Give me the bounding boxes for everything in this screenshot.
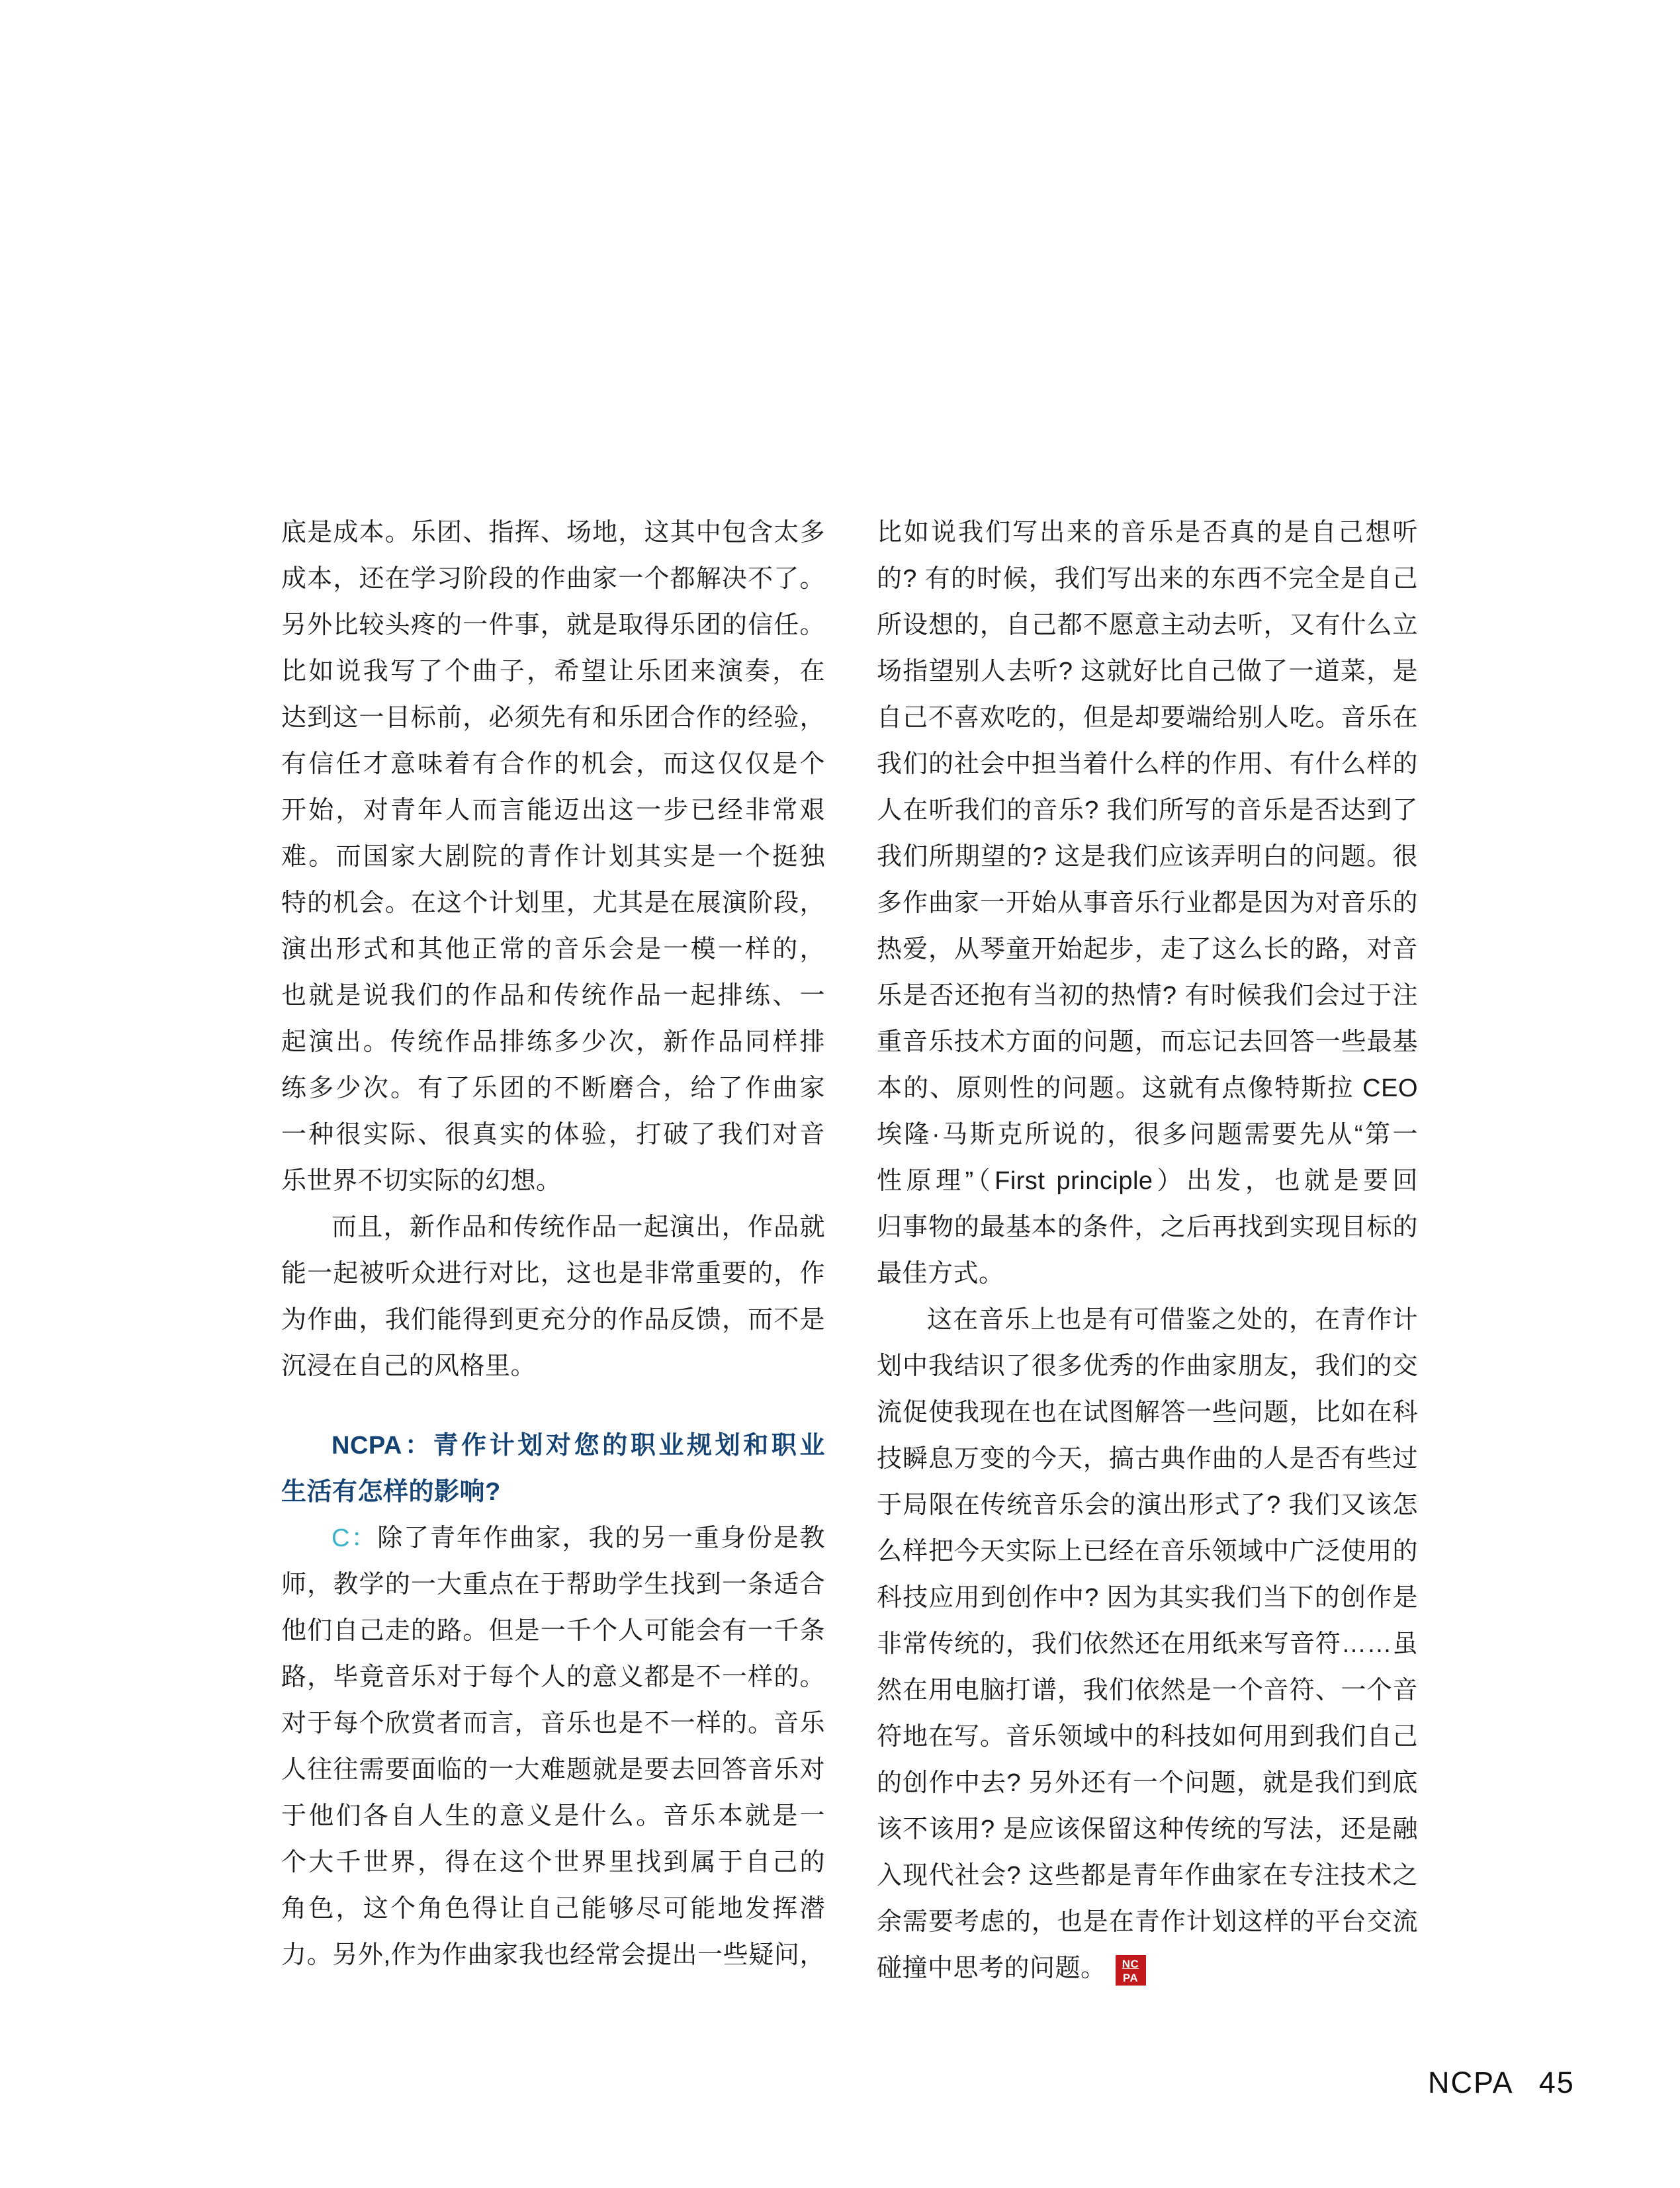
text-line: 达到这一目标前，必须先有和乐团合作的经验， <box>281 704 825 732</box>
text-line: 入现代社会? 这些都是青年作曲家在专注技术之 <box>877 1862 1418 1890</box>
question-heading-line: NCPA：青作计划对您的职业规划和职业 <box>332 1432 825 1460</box>
text-line: 为作曲，我们能得到更充分的作品反馈，而不是 <box>281 1306 825 1334</box>
text-line: 对于每个欣赏者而言，音乐也是不一样的。音乐 <box>281 1710 825 1737</box>
ncpa-end-mark-logo: $\frac{NC}{PA}$ <box>1116 1955 1146 1986</box>
text-line: 多作曲家一开始从事音乐行业都是因为对音乐的 <box>877 889 1418 917</box>
text-line: 比如说我写了个曲子，希望让乐团来演奏，在 <box>281 658 825 685</box>
text-line: C：除了青年作曲家，我的另一重身份是教 <box>332 1524 825 1552</box>
text-line: 然在用电脑打谱，我们依然是一个音符、一个音 <box>877 1677 1418 1704</box>
paragraph <box>877 1297 1418 1991</box>
footer-brand: NCPA <box>1428 2066 1514 2099</box>
text-line: 也就是说我们的作品和传统作品一起排练、一 <box>281 982 825 1010</box>
text-line: 本的、原则性的问题。这就有点像特斯拉 CEO <box>877 1074 1418 1102</box>
text-line: 角色，这个角色得让自己能够尽可能地发挥潜 <box>281 1895 825 1923</box>
text-line: 有信任才意味着有合作的机会，而这仅仅是个 <box>281 750 825 778</box>
text-line: 而且，新作品和传统作品一起演出，作品就 <box>332 1213 825 1241</box>
text-line: 练多少次。有了乐团的不断磨合，给了作曲家 <box>281 1074 825 1102</box>
left-column <box>281 509 825 1978</box>
text-line: 沉浸在自己的风格里。 <box>281 1352 537 1380</box>
text-line: 开始，对青年人而言能迈出这一步已经非常艰 <box>281 797 825 824</box>
text-line: 技瞬息万变的今天，搞古典作曲的人是否有些过 <box>877 1445 1418 1473</box>
text-line: 自己不喜欢吃的，但是却要端给别人吃。音乐在 <box>877 704 1418 732</box>
paragraph <box>281 509 825 1204</box>
text-line: 符地在写。音乐领域中的科技如何用到我们自己 <box>877 1723 1418 1751</box>
paragraph <box>281 1204 825 1389</box>
question-heading <box>281 1422 825 1515</box>
text-line: 于局限在传统音乐会的演出形式了? 我们又该怎 <box>877 1491 1418 1519</box>
text-line: 埃隆·马斯克所说的，很多问题需要先从“第一 <box>877 1121 1418 1149</box>
text-line: 他们自己走的路。但是一千个人可能会有一千条 <box>281 1617 825 1645</box>
text-line: 场指望别人去听? 这就好比自己做了一道菜，是 <box>877 658 1418 685</box>
text-line: 的? 有的时候，我们写出来的东西不完全是自己 <box>877 565 1418 593</box>
text-line: 路，毕竟音乐对于每个人的意义都是不一样的。 <box>281 1663 825 1691</box>
text-line: 归事物的最基本的条件，之后再找到实现目标的 <box>877 1213 1418 1241</box>
page-footer <box>1428 2066 1575 2100</box>
text-line: 另外比较头疼的一件事，就是取得乐团的信任。 <box>281 611 825 639</box>
text-line: 比如说我们写出来的音乐是否真的是自己想听 <box>877 519 1418 547</box>
text-line: 人在听我们的音乐? 我们所写的音乐是否达到了 <box>877 797 1418 824</box>
text-line: 起演出。传统作品排练多少次，新作品同样排 <box>281 1028 825 1056</box>
paragraph <box>877 509 1418 1297</box>
text-line: 这在音乐上也是有可借鉴之处的，在青作计 <box>927 1306 1418 1334</box>
text-line: 科技应用到创作中? 因为其实我们当下的创作是 <box>877 1584 1418 1612</box>
text-line: 成本，还在学习阶段的作曲家一个都解决不了。 <box>281 565 825 593</box>
text-line: 所设想的，自己都不愿意主动去听，又有什么立 <box>877 611 1418 639</box>
text-line: 我们所期望的? 这是我们应该弄明白的问题。很 <box>877 843 1418 871</box>
text-line: 我们的社会中担当着什么样的作用、有什么样的 <box>877 750 1418 778</box>
text-line: 乐世界不切实际的幻想。 <box>281 1167 562 1195</box>
text-line: 非常传统的，我们依然还在用纸来写音符……虽 <box>877 1630 1418 1658</box>
text-line: 难。而国家大剧院的青作计划其实是一个挺独 <box>281 843 825 871</box>
text-line: 底是成本。乐团、指挥、场地，这其中包含太多 <box>281 519 825 547</box>
text-line: 于他们各自人生的意义是什么。音乐本就是一 <box>281 1802 825 1830</box>
text-line: 热爱，从琴童开始起步，走了这么长的路，对音 <box>877 936 1418 963</box>
speaker-label: C： <box>332 1524 378 1552</box>
text-line: 力。另外,作为作曲家我也经常会提出一些疑问， <box>281 1941 825 1969</box>
text-line: 性原理”（First principle）出发，也就是要回 <box>877 1167 1418 1195</box>
text-line: 么样把今天实际上已经在音乐领域中广泛使用的 <box>877 1538 1418 1565</box>
text-line: 的创作中去? 另外还有一个问题，就是我们到底 <box>877 1769 1418 1797</box>
text-line: 最佳方式。 <box>877 1260 1004 1288</box>
question-heading-line: 生活有怎样的影响? <box>281 1478 501 1506</box>
text-line: 特的机会。在这个计划里，尤其是在展演阶段， <box>281 889 825 917</box>
text-line: 流促使我现在也在试图解答一些问题，比如在科 <box>877 1399 1418 1426</box>
text-line: 碰撞中思考的问题。 $\frac{NC}{PA}$ <box>877 1945 1418 1991</box>
text-line: 人往往需要面临的一大难题就是要去回答音乐对 <box>281 1756 825 1784</box>
text-line: 余需要考虑的，也是在青作计划这样的平台交流 <box>877 1908 1418 1936</box>
text-line: 能一起被听众进行对比，这也是非常重要的，作 <box>281 1260 825 1288</box>
text-line: 该不该用? 是应该保留这种传统的写法，还是融 <box>877 1816 1418 1843</box>
text-line: 个大千世界，得在这个世界里找到属于自己的 <box>281 1849 825 1876</box>
text-line: 一种很实际、很真实的体验，打破了我们对音 <box>281 1121 825 1149</box>
text-line: 划中我结识了很多优秀的作曲家朋友，我们的交 <box>877 1352 1418 1380</box>
text-line: 重音乐技术方面的问题，而忘记去回答一些最基 <box>877 1028 1418 1056</box>
right-column <box>877 509 1418 1991</box>
text-line: 师，教学的一大重点在于帮助学生找到一条适合 <box>281 1571 825 1598</box>
text-line: 演出形式和其他正常的音乐会是一模一样的， <box>281 936 825 963</box>
paragraph <box>281 1515 825 1978</box>
footer-page-number: 45 <box>1538 2066 1575 2099</box>
text-line: 乐是否还抱有当初的热情? 有时候我们会过于注 <box>877 982 1418 1010</box>
